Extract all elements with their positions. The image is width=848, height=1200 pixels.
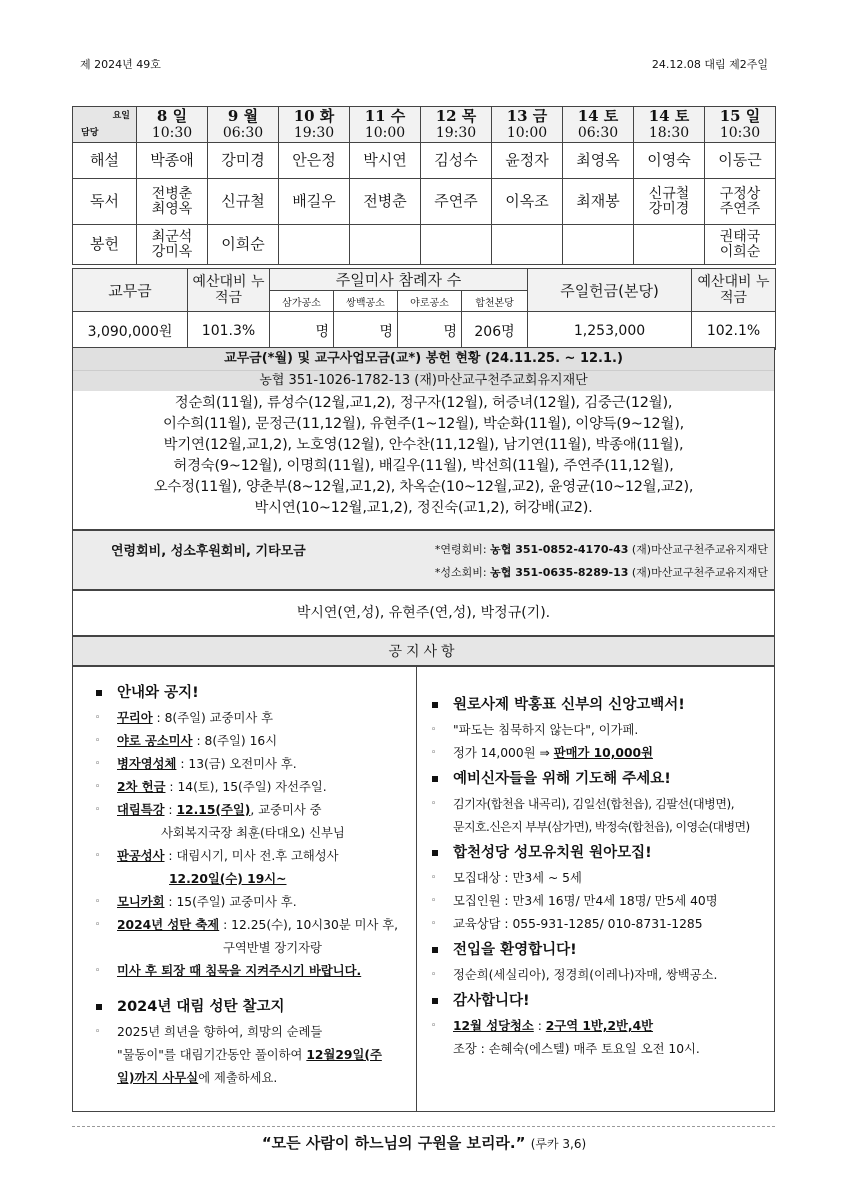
assignee-cell: 최군석 강미옥 <box>137 225 208 265</box>
mass-time: 10:30 <box>719 124 761 141</box>
honor-line: 허경숙(9~12월), 이명희(11월), 배길우(11월), 박선희(11월), 주연주(11,12월), <box>173 458 674 474</box>
bullet-circle-icon: ◦ <box>95 713 101 723</box>
notice-heading: 감사합니다! <box>423 987 769 1015</box>
bullet-circle-icon: ◦ <box>431 896 437 906</box>
honor-line: 오수정(11월), 양춘부(8~12월,교1,2), 차옥순(10~12월,교2), 윤영균(10~12월,교2), <box>153 479 694 495</box>
notice-heading: 2024년 대림 성탄 찰고지 <box>87 993 416 1021</box>
notice-heading: 안내와 공지! <box>87 679 416 707</box>
assignee-cell: 이동근 <box>705 143 776 179</box>
assignee-cell: 최재봉 <box>563 179 634 225</box>
notice-item: ◦ 모니카회 : 15(주일) 교중미사 후. <box>87 891 416 914</box>
day-header <box>350 107 421 143</box>
notice-item: ◦ 2차 헌금 : 14(토), 15(주일) 자선주일. <box>87 776 416 799</box>
assignee-cell: 신규철 강미경 <box>634 179 705 225</box>
assignee-cell: 구정상 주연주 <box>705 179 776 225</box>
honor-line: 정순희(11월), 류성수(12월,교1,2), 정구자(12월), 허증녀(12월), 김중근(12월), <box>174 395 673 411</box>
day-header <box>421 107 492 143</box>
notice-item: ◦ 미사 후 퇴장 때 침묵을 지켜주시기 바랍니다. <box>87 960 416 983</box>
bullet-square-icon <box>432 998 438 1004</box>
corner-role-label: 담당 <box>81 127 99 138</box>
notice-item-cont: 12.20일(수) 19시~ <box>169 872 287 886</box>
notice-heading: 원로사제 박홍표 신부의 신앙고백서! <box>423 691 769 719</box>
notice-item: ◦ 정순희(세실리아), 정경희(이레나)자매, 쌍백공소. <box>423 964 769 987</box>
seongso-account <box>435 564 768 580</box>
notice-item-cont: 조장 : 손혜숙(에스텔) 매주 토요일 오전 10시. <box>453 1042 700 1056</box>
bullet-square-icon <box>432 947 438 953</box>
quote-text: “모든 사람이 하느님의 구원을 보리라.” <box>261 1134 526 1152</box>
notice-item: ◦ 정가 14,000원 ⇒ 판매가 10,000원 <box>423 742 769 765</box>
notice-heading: 예비신자들을 위해 기도해 주세요! <box>423 765 769 793</box>
footer-divider <box>72 1126 775 1127</box>
notice-item: ◦ 김기자(합천읍 내곡리), 김일선(합천읍), 김팔선(대병면), <box>423 793 769 816</box>
notice-heading: 전입을 환영합니다! <box>423 936 769 964</box>
assignee-cell: 김성수 <box>421 143 492 179</box>
assignee-cell: 전병춘 최영옥 <box>137 179 208 225</box>
day-label: 13 금 <box>506 106 548 125</box>
attendance-sub-hapcheon: 합천본당 <box>462 291 528 312</box>
bullet-circle-icon: ◦ <box>431 1021 437 1031</box>
honor-line: 박기연(12월,교1,2), 노호영(12월), 안수찬(11,12월), 남기연(11월), 박종애(11월), <box>163 437 684 453</box>
notice-item: 문지호.신은지 부부(삼가면), 박정숙(합천읍), 이영순(대병면) <box>453 820 750 834</box>
assignee-cell: 권태국 이희순 <box>705 225 776 265</box>
notice-item-cont: 구역반별 장기자랑 <box>223 941 322 955</box>
attendance-hapcheon-value: 206명 <box>462 312 528 350</box>
notices-body <box>72 666 775 1112</box>
honor-account: 농협 351-1026-1782-13 (재)마산교구천주교회유지재단 <box>73 371 774 391</box>
assignee-cell: 강미경 <box>208 143 279 179</box>
budget-header-1: 예산대비 누적금 <box>188 269 270 312</box>
dues-names: 박시연(연,성), 유현주(연,성), 박정규(기). <box>72 590 775 636</box>
acc2-label: *성소회비: <box>434 566 487 579</box>
bullet-circle-icon: ◦ <box>431 748 437 758</box>
honor-line: 이수희(11월), 문정근(11,12월), 유현주(1~12월), 박순화(11월), 이양득(9~12월), <box>162 416 684 432</box>
day-header <box>208 107 279 143</box>
bullet-circle-icon: ◦ <box>95 782 101 792</box>
day-header <box>279 107 350 143</box>
finance-table <box>72 268 776 350</box>
mass-time: 10:30 <box>151 124 193 141</box>
offering-honor-section <box>72 347 775 530</box>
day-label: 14 토 <box>577 106 619 125</box>
right-column <box>423 667 769 1111</box>
notice-item-cont: 사회복지국장 최훈(타대오) 신부님 <box>161 826 345 840</box>
bullet-circle-icon: ◦ <box>95 966 101 976</box>
notice-item: ◦ 병자영성체 : 13(금) 오전미사 후. <box>87 753 416 776</box>
mass-time: 10:00 <box>506 124 548 141</box>
corner-day-label: 요일 <box>112 110 130 121</box>
notice-item: ◦ 모집인원 : 만3세 16명/ 만4세 18명/ 만5세 40명 <box>423 890 769 913</box>
assignee-cell: 윤정자 <box>492 143 563 179</box>
acc1-label: *연령회비: <box>434 543 487 556</box>
attendance-samga-value: 명 <box>270 312 334 350</box>
day-header <box>705 107 776 143</box>
assignee-cell: 박시연 <box>350 143 421 179</box>
notice-item: ◦ 꾸리아 : 8(주일) 교중미사 후 <box>87 707 416 730</box>
bullet-circle-icon: ◦ <box>95 920 101 930</box>
acc1-org: (재)마산교구천주교유지재단 <box>631 543 768 556</box>
notice-item: ◦ 모집대상 : 만3세 ~ 5세 <box>423 867 769 890</box>
acc2-number: 농협 351-0635-8289-13 <box>490 566 629 579</box>
attendance-sub-ssangbaek: 쌍백공소 <box>334 291 398 312</box>
notice-item: ◦ 대림특강 : 12.15(주일), 교중미사 중 <box>87 799 416 822</box>
offering-value: 1,253,000 <box>528 312 692 350</box>
budget-value-2: 102.1% <box>692 312 776 350</box>
schedule-corner <box>73 107 137 143</box>
assignee-cell <box>492 225 563 265</box>
dues-section <box>72 530 775 590</box>
role-label: 해설 <box>73 143 137 179</box>
acc1-number: 농협 351-0852-4170-43 <box>490 543 629 556</box>
issue-date: 24.12.08 대림 제2주일 <box>651 58 768 71</box>
bullet-circle-icon: ◦ <box>95 1027 101 1037</box>
day-label: 11 수 <box>364 106 406 125</box>
honor-names <box>73 391 774 519</box>
yeonryeong-account <box>435 541 768 557</box>
assignee-cell: 배길우 <box>279 179 350 225</box>
left-column <box>87 667 417 1111</box>
day-label: 9 월 <box>227 106 259 125</box>
bullet-circle-icon: ◦ <box>95 759 101 769</box>
notice-item: ◦ 판공성사 : 대림시기, 미사 전.후 고해성사 <box>87 845 416 868</box>
mass-schedule-table <box>72 106 776 265</box>
bullet-circle-icon: ◦ <box>95 851 101 861</box>
day-label: 12 목 <box>435 106 477 125</box>
notice-item: ◦ "파도는 침묵하지 않는다", 이가페. <box>423 719 769 742</box>
assignee-cell: 신규철 <box>208 179 279 225</box>
day-label: 10 화 <box>293 106 335 125</box>
quote-reference: (루카 3,6) <box>530 1137 587 1151</box>
assignee-cell: 이희순 <box>208 225 279 265</box>
honor-title: 교무금(*월) 및 교구사업모금(교*) 봉헌 현황 (24.11.25. ~ 12.1.) <box>73 348 774 371</box>
role-label: 봉헌 <box>73 225 137 265</box>
notice-item-cont: "물동이"를 대림기간동안 풀이하여 12월29일(주 <box>117 1048 382 1062</box>
mass-time: 06:30 <box>222 124 264 141</box>
mass-time: 19:30 <box>293 124 335 141</box>
notice-item: ◦ 12월 성당청소 : 2구역 1반,2반,4반 <box>423 1015 769 1038</box>
assignee-cell: 이영숙 <box>634 143 705 179</box>
bullet-circle-icon: ◦ <box>431 970 437 980</box>
assignee-cell: 최영옥 <box>563 143 634 179</box>
bullet-circle-icon: ◦ <box>95 805 101 815</box>
bullet-circle-icon: ◦ <box>95 736 101 746</box>
offering-header: 주일헌금(본당) <box>528 269 692 312</box>
bullet-square-icon <box>96 1004 102 1010</box>
bullet-circle-icon: ◦ <box>431 799 436 809</box>
day-header <box>492 107 563 143</box>
acc2-org: (재)마산교구천주교유지재단 <box>631 566 768 579</box>
assignee-cell <box>634 225 705 265</box>
mass-time: 06:30 <box>577 124 619 141</box>
dues-title: 연령회비, 성소후원회비, 기타모금 <box>111 544 306 559</box>
bullet-circle-icon: ◦ <box>431 873 437 883</box>
gyomu-header: 교무금 <box>73 269 188 312</box>
notice-item: ◦ 교육상담 : 055-931-1285/ 010-8731-1285 <box>423 913 769 936</box>
assignee-cell <box>350 225 421 265</box>
footer-quote <box>0 1132 848 1153</box>
bullet-circle-icon: ◦ <box>431 725 437 735</box>
assignee-cell <box>421 225 492 265</box>
mass-time: 10:00 <box>364 124 406 141</box>
bullet-square-icon <box>432 776 438 782</box>
attendance-ssangbaek-value: 명 <box>334 312 398 350</box>
assignee-cell <box>279 225 350 265</box>
gyomu-value: 3,090,000원 <box>73 312 188 350</box>
assignee-cell: 안은정 <box>279 143 350 179</box>
attendance-sub-yaro: 야로공소 <box>398 291 462 312</box>
bullet-square-icon <box>96 690 102 696</box>
day-label: 8 일 <box>156 106 188 125</box>
assignee-cell: 주연주 <box>421 179 492 225</box>
assignee-cell: 박종애 <box>137 143 208 179</box>
attendance-header: 주일미사 참례자 수 <box>270 269 528 291</box>
bullet-circle-icon: ◦ <box>95 897 101 907</box>
attendance-yaro-value: 명 <box>398 312 462 350</box>
assignee-cell <box>563 225 634 265</box>
notice-title: 공지사항 <box>72 636 775 666</box>
bullet-circle-icon: ◦ <box>431 919 437 929</box>
budget-value-1: 101.3% <box>188 312 270 350</box>
bullet-square-icon <box>432 702 438 708</box>
issue-number: 제 2024년 49호 <box>80 58 161 71</box>
honor-line: 박시연(10~12월,교1,2), 정진숙(교1,2), 허강배(교2). <box>254 500 593 516</box>
assignee-cell: 이옥조 <box>492 179 563 225</box>
day-header <box>634 107 705 143</box>
role-label: 독서 <box>73 179 137 225</box>
notice-item: ◦ 야로 공소미사 : 8(주일) 16시 <box>87 730 416 753</box>
notice-item-cont: 일)까지 사무실에 제출하세요. <box>117 1071 278 1085</box>
mass-time: 18:30 <box>648 124 690 141</box>
budget-header-2: 예산대비 누적금 <box>692 269 776 312</box>
day-label: 15 일 <box>719 106 761 125</box>
notice-item: ◦ 2024년 성탄 축제 : 12.25(수), 10시30분 미사 후, <box>87 914 416 937</box>
day-header <box>137 107 208 143</box>
bullet-square-icon <box>432 850 438 856</box>
attendance-sub-samga: 삼가공소 <box>270 291 334 312</box>
assignee-cell: 전병춘 <box>350 179 421 225</box>
mass-time: 19:30 <box>435 124 477 141</box>
notice-heading: 합천성당 성모유치원 원아모집! <box>423 839 769 867</box>
notice-item: ◦ 2025년 희년을 향하여, 희망의 순례들 <box>87 1021 416 1044</box>
day-label: 14 토 <box>648 106 690 125</box>
day-header <box>563 107 634 143</box>
